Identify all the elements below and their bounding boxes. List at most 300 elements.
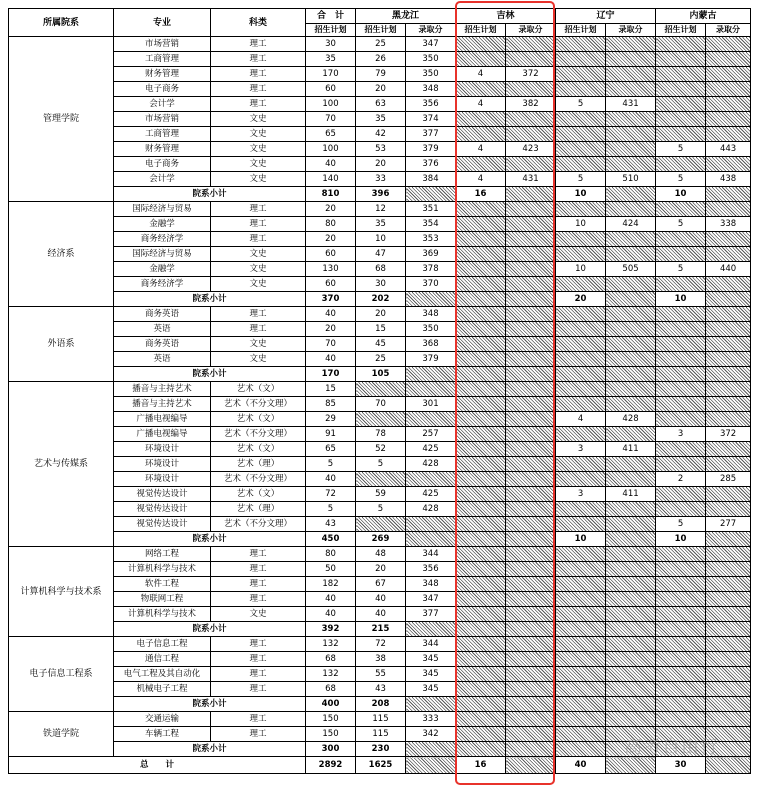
cell-value: 60 bbox=[306, 82, 356, 97]
cell-value: 440 bbox=[706, 262, 751, 277]
cell-value bbox=[606, 202, 656, 217]
cell-value bbox=[706, 127, 751, 142]
cell-value: 5 bbox=[306, 502, 356, 517]
cell-value: 35 bbox=[356, 217, 406, 232]
cell-value bbox=[706, 532, 751, 547]
cell-value bbox=[606, 652, 656, 667]
cell-value bbox=[656, 82, 706, 97]
cell-value bbox=[606, 187, 656, 202]
cell-value bbox=[456, 112, 506, 127]
subtotal-row bbox=[9, 697, 751, 712]
major-name: 计算机科学与技术 bbox=[114, 607, 211, 622]
major-name: 财务管理 bbox=[114, 67, 211, 82]
cell-value bbox=[706, 487, 751, 502]
cell-value bbox=[556, 352, 606, 367]
cell-value bbox=[706, 607, 751, 622]
category: 文史 bbox=[211, 247, 306, 262]
cell-value bbox=[556, 112, 606, 127]
dept-name: 管理学院 bbox=[9, 37, 114, 202]
cell-value: 10 bbox=[556, 217, 606, 232]
category: 艺术（文） bbox=[211, 412, 306, 427]
cell-value bbox=[456, 232, 506, 247]
cell-value bbox=[556, 697, 606, 712]
table-row bbox=[9, 157, 751, 172]
cell-value: 285 bbox=[706, 472, 751, 487]
cell-value bbox=[656, 322, 706, 337]
cell-value bbox=[656, 637, 706, 652]
subtotal-row bbox=[9, 187, 751, 202]
table-row bbox=[9, 412, 751, 427]
cell-value bbox=[506, 397, 556, 412]
cell-value: 25 bbox=[356, 352, 406, 367]
cell-value bbox=[556, 682, 606, 697]
cell-value: 257 bbox=[406, 427, 456, 442]
cell-value bbox=[656, 97, 706, 112]
cell-value bbox=[356, 517, 406, 532]
cell-value: 438 bbox=[706, 172, 751, 187]
cell-value bbox=[556, 472, 606, 487]
cell-value: 100 bbox=[306, 97, 356, 112]
cell-value bbox=[656, 112, 706, 127]
cell-value bbox=[556, 577, 606, 592]
cell-value: 384 bbox=[406, 172, 456, 187]
category: 艺术（文） bbox=[211, 442, 306, 457]
cell-value bbox=[456, 382, 506, 397]
cell-value bbox=[506, 82, 556, 97]
cell-value: 5 bbox=[656, 142, 706, 157]
cell-value: 67 bbox=[356, 577, 406, 592]
table-row bbox=[9, 607, 751, 622]
cell-value: 377 bbox=[406, 127, 456, 142]
category: 理工 bbox=[211, 562, 306, 577]
cell-value bbox=[456, 202, 506, 217]
cell-value bbox=[706, 67, 751, 82]
cell-value: 40 bbox=[356, 607, 406, 622]
table-row bbox=[9, 352, 751, 367]
cell-value bbox=[456, 412, 506, 427]
total-value: 1625 bbox=[356, 757, 406, 774]
cell-value bbox=[656, 442, 706, 457]
cell-value: 374 bbox=[406, 112, 456, 127]
cell-value bbox=[656, 37, 706, 52]
subtotal-label: 院系小计 bbox=[114, 697, 306, 712]
cell-value bbox=[606, 592, 656, 607]
table-row bbox=[9, 682, 751, 697]
cell-value bbox=[706, 307, 751, 322]
cell-value bbox=[456, 127, 506, 142]
cell-value bbox=[606, 472, 656, 487]
category: 理工 bbox=[211, 97, 306, 112]
cell-value bbox=[556, 202, 606, 217]
cell-value bbox=[606, 547, 656, 562]
category: 理工 bbox=[211, 682, 306, 697]
category: 理工 bbox=[211, 67, 306, 82]
cell-value: 392 bbox=[306, 622, 356, 637]
cell-value: 4 bbox=[456, 97, 506, 112]
cell-value bbox=[456, 712, 506, 727]
category: 理工 bbox=[211, 82, 306, 97]
score-header-liaoning: 录取分 bbox=[606, 24, 656, 37]
cell-value bbox=[706, 442, 751, 457]
cell-value bbox=[706, 97, 751, 112]
cell-value: 132 bbox=[306, 667, 356, 682]
category: 艺术（不分文理） bbox=[211, 397, 306, 412]
cell-value: 35 bbox=[306, 52, 356, 67]
cell-value: 348 bbox=[406, 577, 456, 592]
cell-value bbox=[506, 442, 556, 457]
cell-value bbox=[706, 52, 751, 67]
cell-value: 10 bbox=[556, 187, 606, 202]
cell-value bbox=[506, 577, 556, 592]
cell-value bbox=[656, 127, 706, 142]
cell-value bbox=[456, 292, 506, 307]
cell-value bbox=[456, 622, 506, 637]
cell-value: 47 bbox=[356, 247, 406, 262]
table-row bbox=[9, 427, 751, 442]
category: 艺术（理） bbox=[211, 502, 306, 517]
province-header-total: 合 计 bbox=[306, 9, 356, 24]
table-row bbox=[9, 547, 751, 562]
category-header: 科类 bbox=[211, 9, 306, 37]
cell-value bbox=[656, 412, 706, 427]
category: 文史 bbox=[211, 172, 306, 187]
category: 理工 bbox=[211, 52, 306, 67]
table-row bbox=[9, 652, 751, 667]
major-name: 财务管理 bbox=[114, 142, 211, 157]
cell-value: 428 bbox=[406, 457, 456, 472]
cell-value: 80 bbox=[306, 547, 356, 562]
cell-value: 115 bbox=[356, 712, 406, 727]
subtotal-row bbox=[9, 532, 751, 547]
table-row bbox=[9, 337, 751, 352]
major-name: 商务经济学 bbox=[114, 232, 211, 247]
category: 理工 bbox=[211, 322, 306, 337]
cell-value bbox=[606, 502, 656, 517]
cell-value bbox=[506, 532, 556, 547]
plan-header-liaoning: 招生计划 bbox=[556, 24, 606, 37]
cell-value: 115 bbox=[356, 727, 406, 742]
cell-value: 5 bbox=[656, 262, 706, 277]
cell-value bbox=[456, 652, 506, 667]
cell-value: 26 bbox=[356, 52, 406, 67]
cell-value bbox=[556, 37, 606, 52]
province-header-neimenggu: 内蒙古 bbox=[656, 9, 751, 24]
major-name: 电子信息工程 bbox=[114, 637, 211, 652]
cell-value: 428 bbox=[606, 412, 656, 427]
cell-value bbox=[656, 622, 706, 637]
cell-value: 105 bbox=[356, 367, 406, 382]
cell-value bbox=[506, 667, 556, 682]
cell-value bbox=[456, 307, 506, 322]
cell-value bbox=[556, 142, 606, 157]
cell-value bbox=[506, 697, 556, 712]
dept-name: 计算机科学与技术系 bbox=[9, 547, 114, 637]
cell-value: 25 bbox=[356, 37, 406, 52]
table-row bbox=[9, 232, 751, 247]
cell-value bbox=[606, 277, 656, 292]
cell-value: 53 bbox=[356, 142, 406, 157]
cell-value bbox=[606, 337, 656, 352]
cell-value: 10 bbox=[556, 262, 606, 277]
cell-value: 40 bbox=[306, 307, 356, 322]
province-header-jilin: 吉林 bbox=[456, 9, 556, 24]
cell-value bbox=[406, 367, 456, 382]
total-value bbox=[406, 757, 456, 774]
cell-value bbox=[656, 337, 706, 352]
cell-value bbox=[506, 742, 556, 757]
cell-value bbox=[506, 622, 556, 637]
cell-value: 377 bbox=[406, 607, 456, 622]
cell-value bbox=[656, 307, 706, 322]
cell-value bbox=[556, 457, 606, 472]
major-name: 机械电子工程 bbox=[114, 682, 211, 697]
cell-value bbox=[706, 652, 751, 667]
subtotal-label: 院系小计 bbox=[114, 367, 306, 382]
cell-value: 91 bbox=[306, 427, 356, 442]
cell-value bbox=[556, 322, 606, 337]
cell-value: 40 bbox=[306, 607, 356, 622]
table-row bbox=[9, 67, 751, 82]
cell-value bbox=[556, 592, 606, 607]
cell-value bbox=[556, 82, 606, 97]
cell-value bbox=[656, 367, 706, 382]
category: 文史 bbox=[211, 337, 306, 352]
cell-value: 150 bbox=[306, 712, 356, 727]
cell-value bbox=[706, 277, 751, 292]
category: 文史 bbox=[211, 277, 306, 292]
category: 文史 bbox=[211, 127, 306, 142]
cell-value bbox=[706, 457, 751, 472]
cell-value: 30 bbox=[306, 37, 356, 52]
cell-value: 347 bbox=[406, 37, 456, 52]
cell-value: 55 bbox=[356, 667, 406, 682]
cell-value: 85 bbox=[306, 397, 356, 412]
cell-value: 345 bbox=[406, 652, 456, 667]
category: 理工 bbox=[211, 202, 306, 217]
cell-value: 10 bbox=[656, 292, 706, 307]
cell-value bbox=[606, 112, 656, 127]
category: 文史 bbox=[211, 352, 306, 367]
score-header-jilin: 录取分 bbox=[506, 24, 556, 37]
subtotal-label: 院系小计 bbox=[114, 622, 306, 637]
cell-value bbox=[406, 532, 456, 547]
cell-value bbox=[506, 712, 556, 727]
cell-value: 35 bbox=[356, 112, 406, 127]
cell-value: 411 bbox=[606, 442, 656, 457]
table-row bbox=[9, 322, 751, 337]
cell-value bbox=[456, 532, 506, 547]
cell-value: 810 bbox=[306, 187, 356, 202]
major-name: 物联网工程 bbox=[114, 592, 211, 607]
table-row bbox=[9, 112, 751, 127]
major-name: 电子商务 bbox=[114, 82, 211, 97]
dept-name: 电子信息工程系 bbox=[9, 637, 114, 712]
cell-value: 4 bbox=[456, 142, 506, 157]
table-row bbox=[9, 667, 751, 682]
category: 理工 bbox=[211, 652, 306, 667]
cell-value bbox=[656, 397, 706, 412]
cell-value bbox=[606, 682, 656, 697]
major-name: 计算机科学与技术 bbox=[114, 562, 211, 577]
cell-value: 372 bbox=[506, 67, 556, 82]
cell-value: 443 bbox=[706, 142, 751, 157]
cell-value bbox=[506, 607, 556, 622]
cell-value: 70 bbox=[306, 337, 356, 352]
cell-value bbox=[456, 82, 506, 97]
cell-value bbox=[556, 427, 606, 442]
cell-value: 5 bbox=[556, 97, 606, 112]
table-row bbox=[9, 457, 751, 472]
major-name: 视觉传达设计 bbox=[114, 502, 211, 517]
table-row bbox=[9, 262, 751, 277]
cell-value: 345 bbox=[406, 682, 456, 697]
cell-value: 4 bbox=[556, 412, 606, 427]
table-row bbox=[9, 277, 751, 292]
category: 理工 bbox=[211, 727, 306, 742]
cell-value: 63 bbox=[356, 97, 406, 112]
cell-value bbox=[706, 697, 751, 712]
cell-value: 396 bbox=[356, 187, 406, 202]
enrollment-table bbox=[8, 8, 751, 774]
cell-value: 79 bbox=[356, 67, 406, 82]
table-row bbox=[9, 247, 751, 262]
cell-value bbox=[706, 397, 751, 412]
cell-value: 60 bbox=[306, 247, 356, 262]
table-row bbox=[9, 487, 751, 502]
major-name: 英语 bbox=[114, 322, 211, 337]
cell-value bbox=[606, 127, 656, 142]
cell-value bbox=[406, 412, 456, 427]
table-row bbox=[9, 52, 751, 67]
cell-value: 424 bbox=[606, 217, 656, 232]
cell-value bbox=[706, 112, 751, 127]
cell-value: 10 bbox=[656, 187, 706, 202]
cell-value bbox=[556, 667, 606, 682]
category: 理工 bbox=[211, 547, 306, 562]
cell-value bbox=[706, 502, 751, 517]
cell-value: 350 bbox=[406, 67, 456, 82]
cell-value bbox=[656, 352, 706, 367]
major-name: 金融学 bbox=[114, 262, 211, 277]
cell-value: 3 bbox=[656, 427, 706, 442]
cell-value bbox=[656, 157, 706, 172]
cell-value bbox=[606, 697, 656, 712]
cell-value bbox=[506, 157, 556, 172]
plan-header-total: 招生计划 bbox=[306, 24, 356, 37]
cell-value: 4 bbox=[456, 172, 506, 187]
cell-value bbox=[606, 712, 656, 727]
cell-value bbox=[456, 442, 506, 457]
cell-value: 354 bbox=[406, 217, 456, 232]
cell-value bbox=[706, 577, 751, 592]
total-value: 30 bbox=[656, 757, 706, 774]
cell-value bbox=[506, 727, 556, 742]
cell-value: 505 bbox=[606, 262, 656, 277]
cell-value bbox=[456, 247, 506, 262]
category: 艺术（文） bbox=[211, 487, 306, 502]
cell-value bbox=[506, 457, 556, 472]
cell-value: 65 bbox=[306, 127, 356, 142]
cell-value bbox=[456, 352, 506, 367]
cell-value: 342 bbox=[406, 727, 456, 742]
cell-value bbox=[606, 427, 656, 442]
cell-value bbox=[456, 592, 506, 607]
cell-value bbox=[506, 262, 556, 277]
major-name: 英语 bbox=[114, 352, 211, 367]
cell-value: 5 bbox=[356, 502, 406, 517]
cell-value bbox=[556, 247, 606, 262]
cell-value: 3 bbox=[556, 442, 606, 457]
cell-value bbox=[606, 622, 656, 637]
major-name: 电子商务 bbox=[114, 157, 211, 172]
table-row bbox=[9, 712, 751, 727]
cell-value bbox=[406, 472, 456, 487]
category: 理工 bbox=[211, 232, 306, 247]
cell-value: 344 bbox=[406, 547, 456, 562]
cell-value: 202 bbox=[356, 292, 406, 307]
cell-value bbox=[606, 67, 656, 82]
watermark: 高考自由行 bbox=[624, 737, 719, 758]
cell-value bbox=[656, 652, 706, 667]
cell-value bbox=[656, 67, 706, 82]
cell-value: 68 bbox=[356, 262, 406, 277]
cell-value bbox=[656, 247, 706, 262]
cell-value: 2 bbox=[656, 472, 706, 487]
major-name: 商务经济学 bbox=[114, 277, 211, 292]
cell-value: 411 bbox=[606, 487, 656, 502]
cell-value bbox=[406, 187, 456, 202]
score-header-neimenggu: 录取分 bbox=[706, 24, 751, 37]
cell-value bbox=[456, 52, 506, 67]
total-value: 40 bbox=[556, 757, 606, 774]
cell-value bbox=[706, 412, 751, 427]
cell-value bbox=[556, 727, 606, 742]
cell-value: 48 bbox=[356, 547, 406, 562]
cell-value bbox=[456, 367, 506, 382]
cell-value bbox=[356, 472, 406, 487]
cell-value: 382 bbox=[506, 97, 556, 112]
major-name: 广播电视编导 bbox=[114, 412, 211, 427]
cell-value bbox=[706, 187, 751, 202]
cell-value bbox=[506, 367, 556, 382]
cell-value: 10 bbox=[656, 532, 706, 547]
cell-value bbox=[506, 127, 556, 142]
category: 艺术（不分文理） bbox=[211, 517, 306, 532]
table-row bbox=[9, 517, 751, 532]
cell-value bbox=[606, 52, 656, 67]
major-name: 通信工程 bbox=[114, 652, 211, 667]
cell-value: 16 bbox=[456, 187, 506, 202]
category: 文史 bbox=[211, 142, 306, 157]
total-value bbox=[506, 757, 556, 774]
cell-value bbox=[506, 217, 556, 232]
cell-value: 59 bbox=[356, 487, 406, 502]
category: 理工 bbox=[211, 217, 306, 232]
table-row bbox=[9, 562, 751, 577]
cell-value: 140 bbox=[306, 172, 356, 187]
cell-value bbox=[506, 382, 556, 397]
cell-value: 50 bbox=[306, 562, 356, 577]
category: 文史 bbox=[211, 112, 306, 127]
cell-value: 370 bbox=[306, 292, 356, 307]
cell-value: 333 bbox=[406, 712, 456, 727]
cell-value bbox=[556, 52, 606, 67]
cell-value bbox=[706, 232, 751, 247]
subtotal-row bbox=[9, 292, 751, 307]
cell-value bbox=[706, 37, 751, 52]
category: 理工 bbox=[211, 37, 306, 52]
cell-value: 350 bbox=[406, 322, 456, 337]
